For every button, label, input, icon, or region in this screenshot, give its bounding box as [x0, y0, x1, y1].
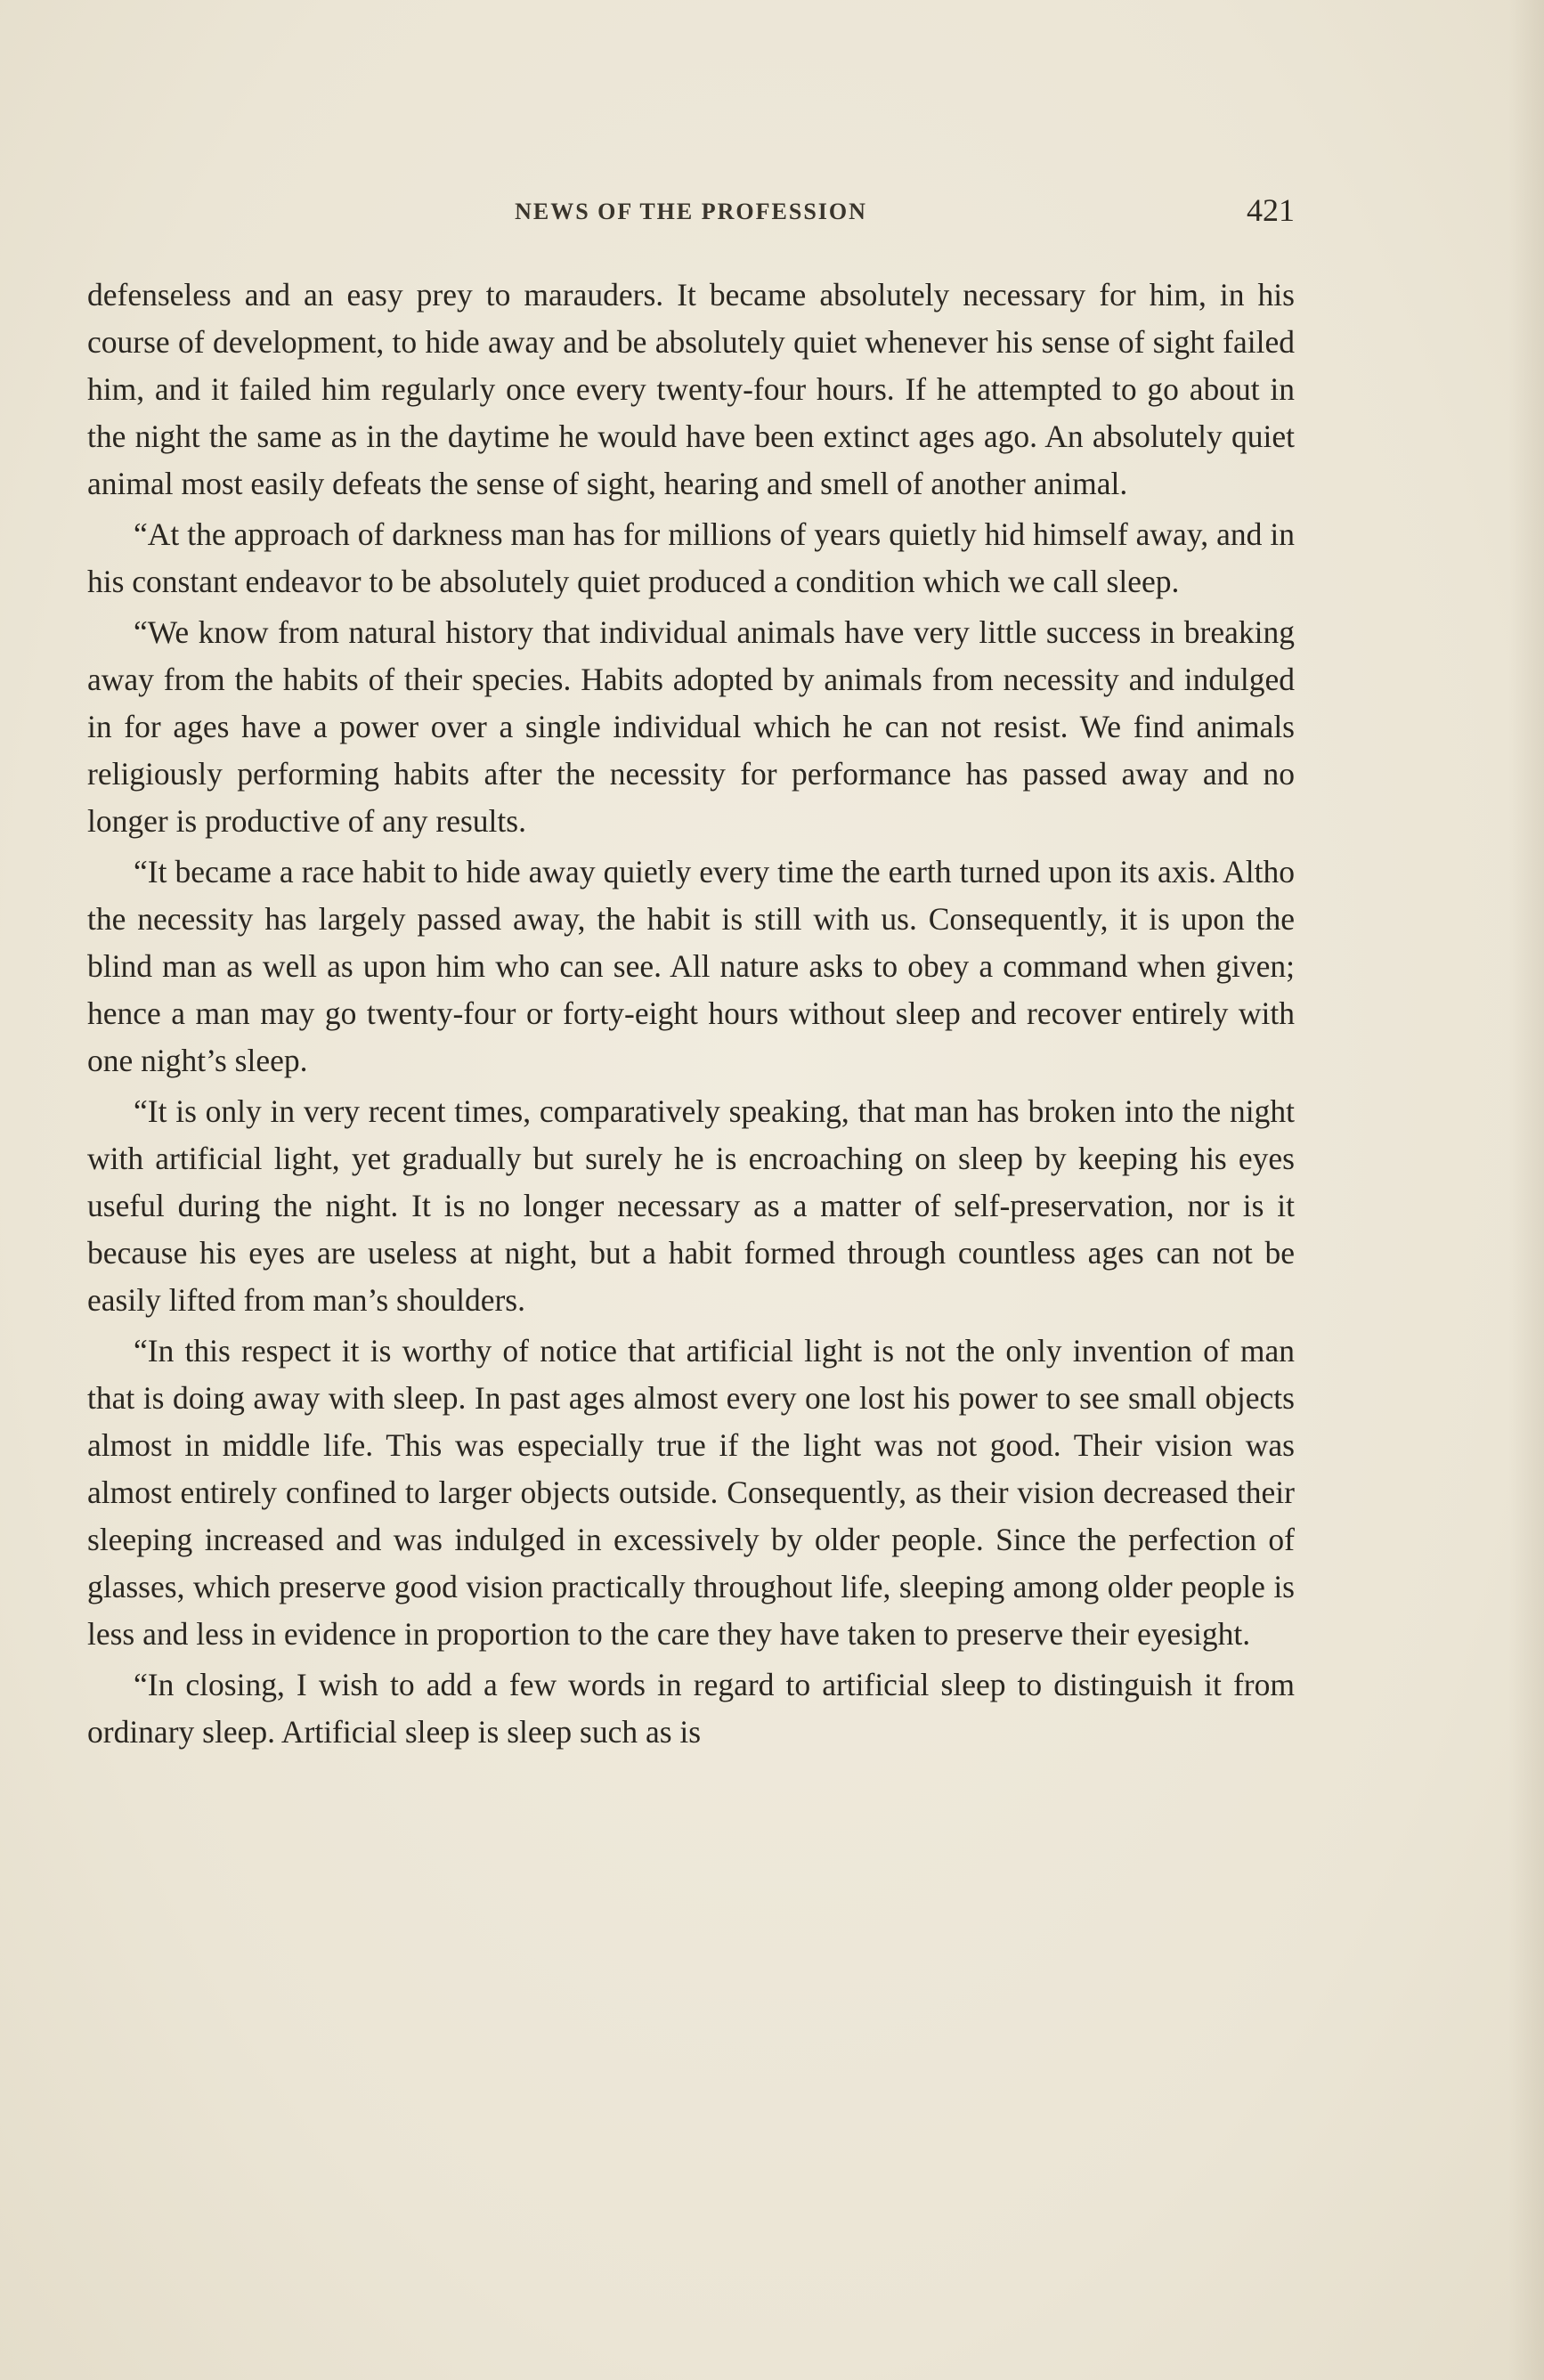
paragraph: “In this respect it is worthy of notice that artificial light is not the only invention of man that is doing away with sleep. In past ages almost every one lost his power to see small objects almost in middle life. This was especially true if the light was not good. Their vision was almost entirely confined to larger objects outside. Consequently, as their vision decreased their sleeping increased and was indulged in excessively by older people. Since the perfection of glasses, which preserve good vision practically throughout life, sleeping among older people is less and less in evidence in proportion to the care they have taken to preserve their eyesight. — [87, 1333, 1295, 1652]
page-edge-shadow — [1508, 0, 1544, 2380]
running-head: NEWS OF THE PROFESSION — [515, 199, 867, 224]
paragraph: “We know from natural history that individual animals have very little success in breaking away from the habits of their species. Habits adopted by animals from necessity and indulged in for ages have a power over a single individual which he can not resist. We find animals religiously performing habits after the necessity for performance has passed away and no longer is productive of any results. — [87, 614, 1295, 839]
paragraph: “At the approach of darkness man has for millions of years quietly hid himself away, and in his constant endeavor to be absolutely quiet produced a condition which we call sleep. — [87, 516, 1295, 599]
paragraph: defenseless and an easy prey to marauders. It became absolutely necessary for him, in his course of development, to hide away and be absolutely quiet whenever his sense of sight failed him, and it failed him regularly once every twenty-four hours. If he attempted to go about in the night the same as in the daytime he would have been extinct ages ago. An absolutely quiet animal most easily defeats the sense of sight, hearing and smell of another animal. — [87, 277, 1295, 501]
page-header — [87, 191, 1295, 232]
paragraph: “It is only in very recent times, comparatively speaking, that man has broken into the night with artificial light, yet gradually but surely he is encroaching on sleep by keeping his eyes useful during the night. It is no longer necessary as a matter of self-preservation, nor is it because his eyes are useless at night, but a habit formed through countless ages can not be easily lifted from man’s shoulders. — [87, 1093, 1295, 1318]
body-text — [87, 272, 1295, 1759]
page-number: 421 — [1247, 192, 1295, 228]
paragraph: “It became a race habit to hide away quietly every time the earth turned upon its axis. Altho the necessity has largely passed away, the habit is still with us. Consequently, it is upon the blind man as well as upon him who can see. All nature asks to obey a command when given; hence a man may go twenty-four or forty-eight hours without sleep and recover entirely with one night’s sleep. — [87, 854, 1295, 1078]
paragraph: “In closing, I wish to add a few words in regard to artificial sleep to distinguish it from ordinary sleep. Artificial sleep is sleep such as is — [87, 1667, 1295, 1750]
